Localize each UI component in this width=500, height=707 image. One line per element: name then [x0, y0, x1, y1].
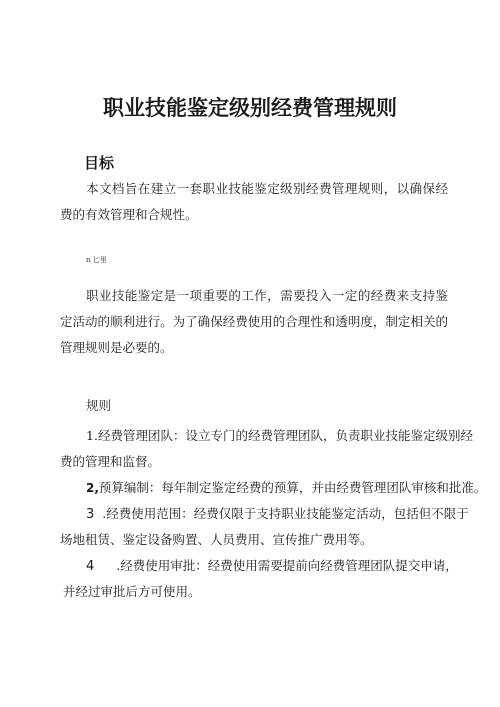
rule-text: .经费使用审批：经费使用需要提前向经费管理团队提交申请， — [116, 558, 458, 573]
rule-number: 3 — [86, 507, 95, 522]
rule-number: 1. — [86, 428, 98, 443]
background-paragraph: 职业技能鉴定是一项重要的工作，需要投入一定的经费来支持鉴定活动的顺利进行。为了确保经费使用的合理性和透明度，制定相关的管理规则是必要的。 — [60, 288, 448, 355]
goal-heading: 目标 — [84, 154, 115, 172]
rule-item-4-continuation: 并经过审批后方可使用。 — [63, 584, 201, 599]
goal-paragraph: 本文档旨在建立一套职业技能鉴定级别经费管理规则，以确保经费的有效管理和合规性。 — [60, 181, 448, 222]
rule-item-2 — [60, 475, 487, 501]
rule-text: .经费使用范围：经费仅限于支持职业技能鉴定活动，包括但不限于 — [102, 506, 469, 521]
rule-number: 2, — [86, 481, 99, 495]
rule-item-1-continuation: 费的管理和监督。 — [60, 454, 161, 469]
rule-item-4 — [60, 553, 458, 580]
document-title: 职业技能鉴定级别经费管理规则 — [103, 96, 397, 120]
rule-item-3 — [60, 501, 469, 528]
rule-item-3-continuation: 场地租赁、鉴定设备购置、人员费用、宣传推广费用等。 — [60, 532, 373, 547]
rules-label: 规则 — [86, 398, 112, 413]
rule-text: 经费管理团队：设立专门的经费管理团队，负责职业技能鉴定级别经 — [97, 428, 473, 443]
rule-number: 4 — [86, 559, 95, 574]
rule-item-1 — [60, 423, 473, 449]
rule-text: 预算编制：每年制定鉴定经费的预算，并由经费管理团队审核和批准。 — [98, 480, 487, 495]
section-note: n 匕里 — [86, 256, 107, 264]
